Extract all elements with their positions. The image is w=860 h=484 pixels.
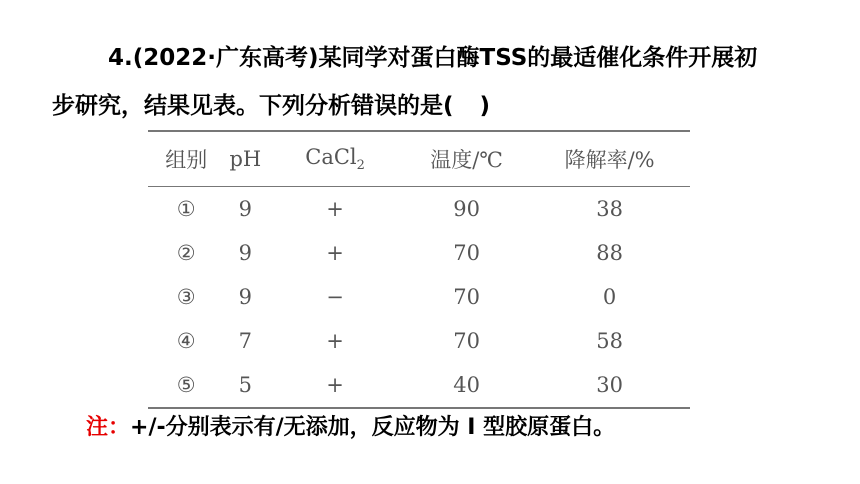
cell-ph: 9 <box>238 241 252 265</box>
cell-rate: 0 <box>602 285 617 309</box>
cell-group: ① <box>176 197 196 221</box>
question-line-1-text: 4.(2022·广东高考)某同学对蛋白酶TSS的最适催化条件开展初 <box>108 45 758 71</box>
table-row <box>148 275 690 319</box>
header-group: 组别 <box>165 148 208 172</box>
header-cacl2-main: CaCl <box>305 144 357 169</box>
table-row <box>148 187 690 232</box>
cell-rate: 30 <box>596 373 623 397</box>
cell-temperature: 40 <box>453 373 480 397</box>
header-degradation-rate: 降解率/% <box>564 148 655 172</box>
cell-temperature: 70 <box>453 329 480 353</box>
cell-group: ② <box>176 241 196 265</box>
table-note <box>86 410 615 441</box>
cell-cacl2: + <box>326 241 344 265</box>
cell-group: ⑤ <box>176 373 196 397</box>
cell-temperature: 70 <box>453 241 480 265</box>
question-text <box>52 34 812 130</box>
cell-temperature: 70 <box>453 285 480 309</box>
results-table <box>148 130 690 409</box>
cell-ph: 7 <box>238 329 252 353</box>
cell-cacl2: + <box>326 197 344 221</box>
note-text: +/-分别表示有/无添加，反应物为 Ⅰ 型胶原蛋白。 <box>130 415 616 440</box>
header-ph: pH <box>229 147 262 171</box>
question-line-2 <box>52 82 812 130</box>
table-row <box>148 363 690 408</box>
table-header-row <box>148 131 690 187</box>
header-temperature: 温度/℃ <box>430 148 503 172</box>
table-row <box>148 319 690 363</box>
cell-rate: 58 <box>596 329 623 353</box>
cell-temperature: 90 <box>453 197 480 221</box>
cell-group: ③ <box>176 285 196 309</box>
cell-ph: 5 <box>238 373 252 397</box>
header-cacl2-sub: 2 <box>356 158 365 174</box>
cell-rate: 38 <box>596 197 623 221</box>
cell-cacl2: + <box>326 373 344 397</box>
cell-group: ④ <box>176 329 196 353</box>
question-line-2-text: 步研究，结果见表。下列分析错误的是( <box>52 93 454 119</box>
table-row <box>148 231 690 275</box>
cell-cacl2: − <box>326 285 344 309</box>
question-line-1 <box>52 34 812 82</box>
header-cacl2 <box>266 131 404 187</box>
cell-cacl2: + <box>326 329 344 353</box>
note-label: 注： <box>86 415 131 440</box>
cell-ph: 9 <box>238 197 252 221</box>
cell-rate: 88 <box>596 241 623 265</box>
cell-ph: 9 <box>238 285 252 309</box>
question-line-2-close: ) <box>479 93 491 119</box>
